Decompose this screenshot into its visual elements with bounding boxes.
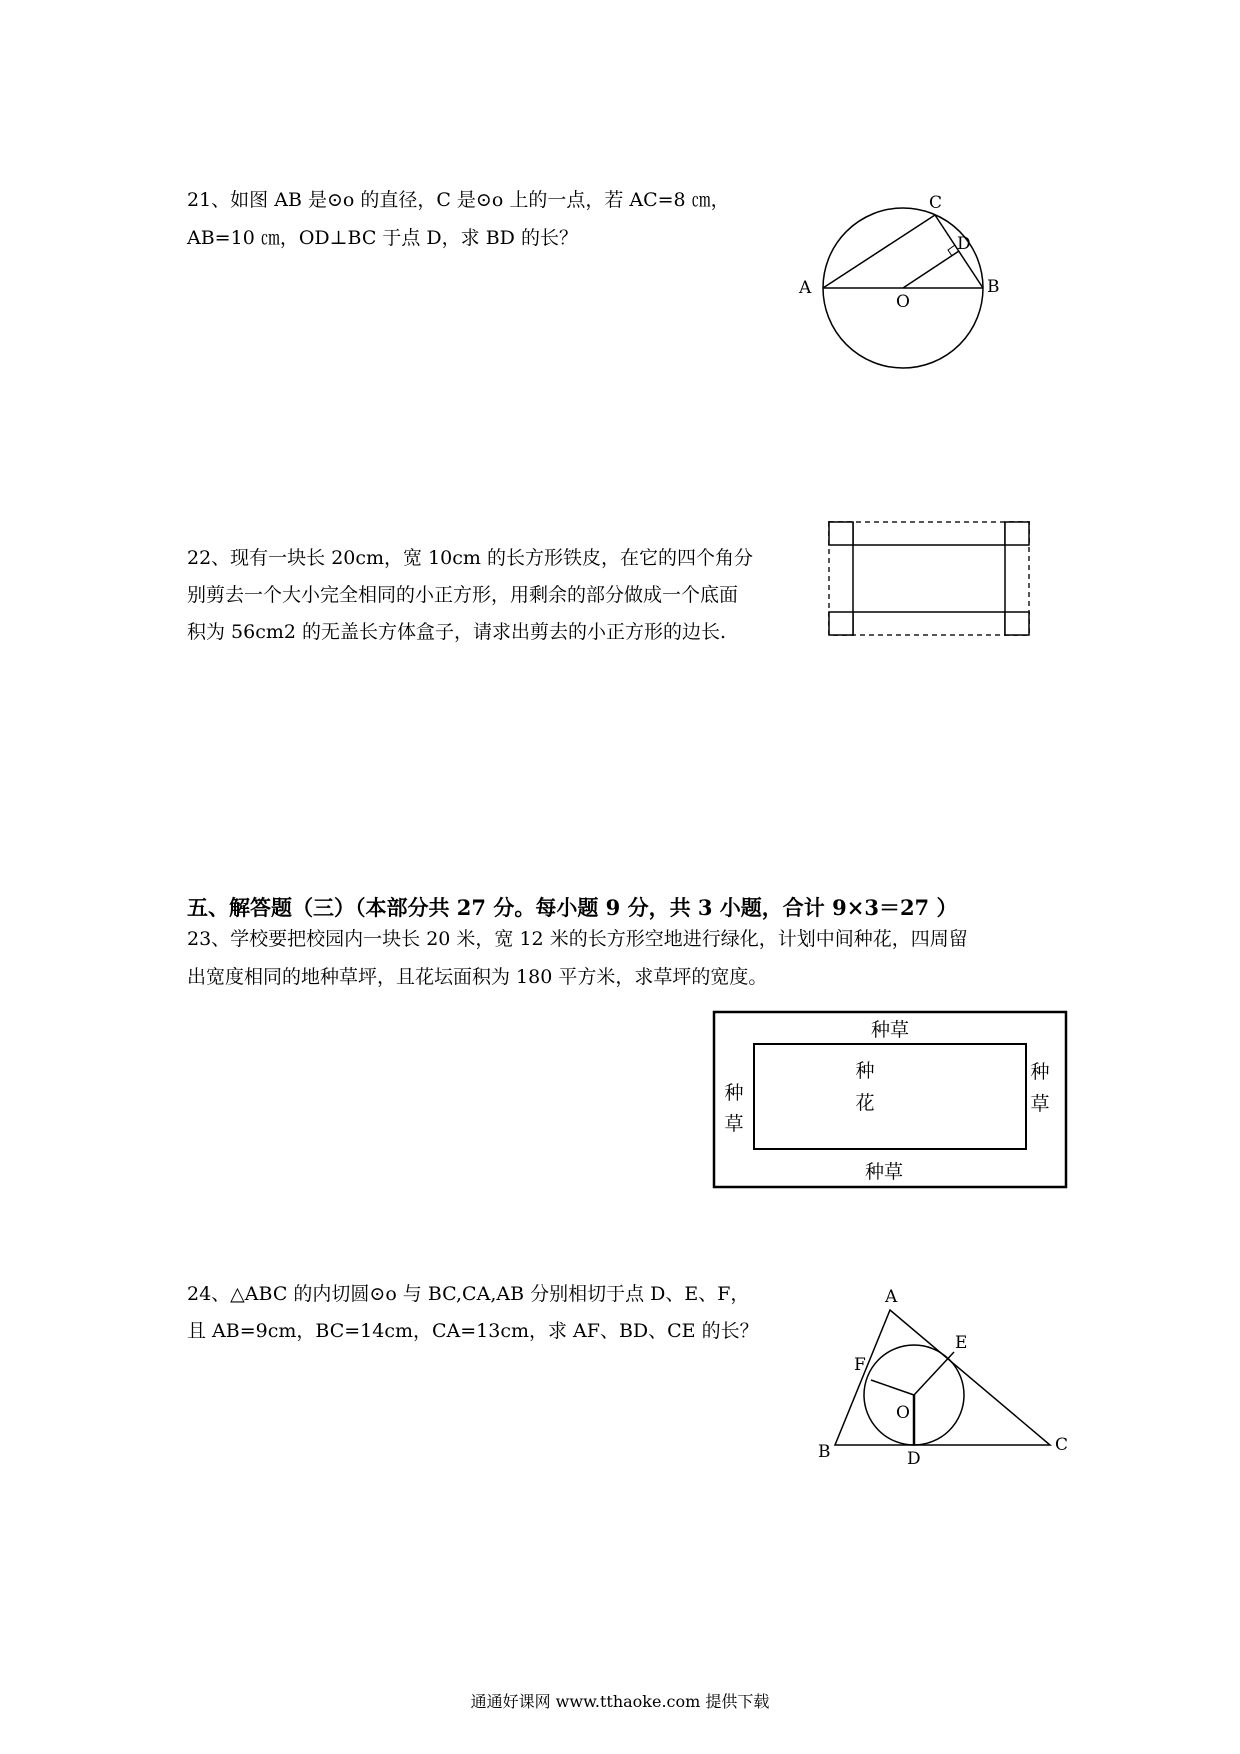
q21-label-c: C xyxy=(929,193,943,213)
q22-sheet-diagram xyxy=(825,518,1035,643)
q22-line-3: 积为 56cm2 的无盖长方体盒子，请求出剪去的小正方形的边长. xyxy=(187,621,727,643)
q21-line-1: 21、如图 AB 是⊙o 的直径，C 是⊙o 上的一点，若 AC=8 ㎝， xyxy=(187,189,730,211)
q24-label-b: B xyxy=(818,1442,831,1462)
q21-circle-diagram xyxy=(795,185,1005,375)
q24-label-a: A xyxy=(885,1287,898,1307)
q23-label-right-1: 种 xyxy=(1030,1061,1050,1083)
q21-label-b: B xyxy=(987,277,1000,297)
q21-line-2: AB=10 ㎝，OD⊥BC 于点 D，求 BD 的长？ xyxy=(187,227,578,249)
q21-label-d: D xyxy=(957,234,971,254)
q23-line-2: 出宽度相同的地种草坪，且花坛面积为 180 平方米，求草坪的宽度。 xyxy=(187,966,768,988)
q21-label-o: O xyxy=(896,292,910,312)
q24-label-c: C xyxy=(1055,1435,1069,1455)
q24-line-2: 且 AB=9cm，BC=14cm，CA=13cm，求 AF、BD、CE 的长？ xyxy=(187,1320,759,1342)
q23-label-center-2: 花 xyxy=(855,1092,875,1114)
q22-line-1: 22、现有一块长 20cm，宽 10cm 的长方形铁皮，在它的四个角分 xyxy=(187,547,753,569)
q21-label-a: A xyxy=(799,278,812,298)
q23-line-1: 23、学校要把校园内一块长 20 米，宽 12 米的长方形空地进行绿化，计划中间种花，四周留 xyxy=(187,928,968,950)
q24-incircle-diagram xyxy=(810,1280,1080,1480)
q22-line-2: 别剪去一个大小完全相同的小正方形，用剩余的部分做成一个底面 xyxy=(187,584,739,606)
q23-label-left-1: 种 xyxy=(724,1082,744,1104)
q24-label-f: F xyxy=(854,1355,866,1375)
q23-label-center-1: 种 xyxy=(855,1060,875,1082)
q23-garden-diagram xyxy=(712,1010,1072,1190)
q23-label-top: 种草 xyxy=(870,1019,910,1041)
q23-label-left-2: 草 xyxy=(724,1113,744,1135)
q24-label-o: O xyxy=(896,1403,910,1423)
q23-label-right-2: 草 xyxy=(1030,1093,1050,1115)
q24-label-d: D xyxy=(907,1449,921,1469)
page-footer: 通通好课网 www.tthaoke.com 提供下载 xyxy=(470,1692,770,1711)
q23-label-bottom: 种草 xyxy=(864,1161,904,1183)
section-5-heading: 五、解答题（三）（本部分共 27 分。每小题 9 分，共 3 小题，合计 9×3＝27 ） xyxy=(187,895,958,920)
q24-line-1: 24、△ABC 的内切圆⊙o 与 BC,CA,AB 分别相切于点 D、E、F， xyxy=(187,1283,750,1305)
q24-label-e: E xyxy=(955,1333,968,1353)
